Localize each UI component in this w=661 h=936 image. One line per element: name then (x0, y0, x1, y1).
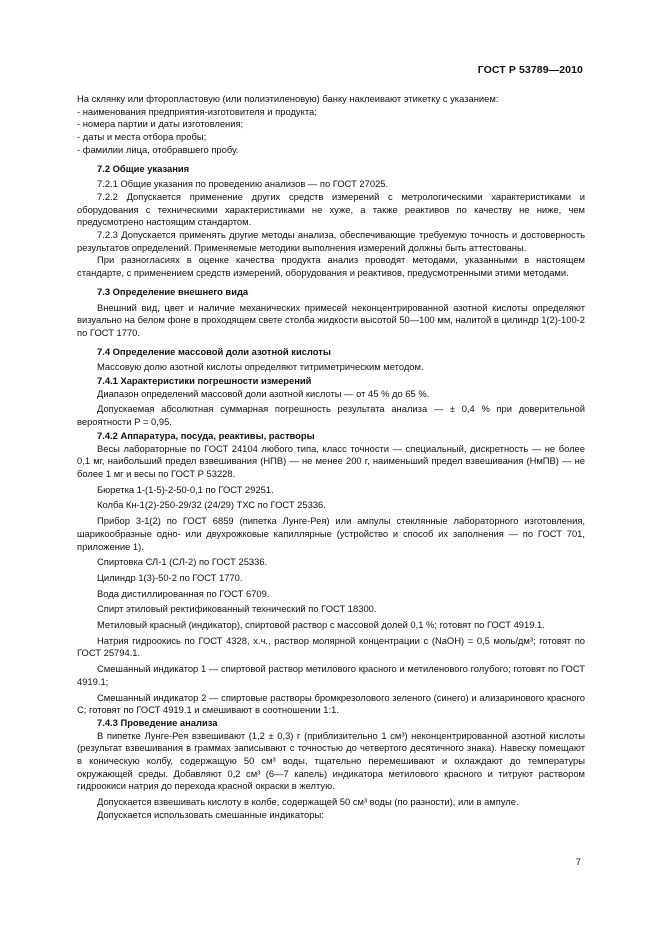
paragraph: 7.2.1 Общие указания по проведению анализов — по ГОСТ 27025. (97, 178, 389, 190)
paragraph: Вода дистиллированная по ГОСТ 6709. (97, 587, 270, 599)
section-heading: 7.4.3 Проведение анализа (97, 716, 218, 728)
section-heading: 7.4 Определение массовой доли азотной кислоты (97, 345, 331, 357)
section-heading: 7.4.2 Аппаратура, посуда, реактивы, растворы (97, 429, 315, 441)
paragraph: - номера партии и даты изготовления; (77, 118, 244, 130)
paragraph: При разногласиях в оценке качества продукта анализ проводят методами, указанными в настоящем стандарте, с применением средств измерений, оборудования и реактивов, предусмотренными этими методами. (77, 254, 585, 279)
section-heading: 7.3 Определение внешнего вида (97, 285, 249, 297)
paragraph: Бюретка 1-(1-5)-2-50-0,1 по ГОСТ 29251. (97, 483, 274, 495)
paragraph: В пипетке Лунге-Рея взвешивают (1,2 ± 0,3) г (приблизительно 1 см³) неконцентрированной азотной кислоты (результат взвешивания в граммах записывают с точностью до четвертого десятичного знака). Навеску помещают в коническую колбу, содержащую 50 см³ воды, тщательно перемешивают и охлаждают до температуры окружающей среды. Добавляют 0,2 см³ (6—7 капель) индикатора метилового красного и титруют раствором гидроокиси натрия до перехода красной окраски в желтую. (77, 729, 585, 792)
paragraph: Допускаемая абсолютная суммарная погрешность результата анализа — ± 0,4 % при доверительной вероятности Р = 0,95. (77, 403, 585, 428)
document-header: ГОСТ Р 53789—2010 (477, 64, 583, 76)
paragraph: Внешний вид, цвет и наличие механических примесей неконцентрированной азотной кислоты определяют визуально на белом фоне в проходящем свете столба жидкости высотой 50—100 мм, налитой в цилиндр 1(2)-100-2 по ГОСТ 1770. (77, 301, 585, 338)
paragraph: Смешанный индикатор 2 — спиртовые растворы бромкрезолового зеленого (синего) и ализаринового красного С; готовят по ГОСТ 4919.1 и смешивают в соотношении 1:1. (77, 691, 585, 716)
section-heading: 7.4.1 Характеристики погрешности измерений (97, 375, 312, 387)
page-number: 7 (575, 856, 581, 867)
paragraph: Спирт этиловый ректификованный технический по ГОСТ 18300. (97, 603, 377, 615)
paragraph: Спиртовка СЛ-1 (СЛ-2) по ГОСТ 25336. (97, 556, 268, 568)
paragraph: Натрия гидроокись по ГОСТ 4328, х.ч., раствор молярной концентрации с (NaOH) = 0,5 моль/дм³; готовят по ГОСТ 25794.1. (77, 634, 585, 659)
paragraph: Весы лабораторные по ГОСТ 24104 любого типа, класс точности — специальный, дискретность — не более 0,1 мг, наибольший предел взвешивания (НПВ) — не менее 200 г, наименьший предел взвешивания (НмПВ) — не более 1 мг и весы по ГОСТ Р 53228. (77, 442, 585, 479)
paragraph: Допускается использовать смешанные индикаторы: (97, 808, 324, 820)
paragraph: Допускается взвешивать кислоту в колбе, содержащей 50 см³ воды (по разности), или в ампуле. (97, 796, 519, 808)
paragraph: Смешанный индикатор 1 — спиртовой раствор метилового красного и метиленового голубого; готовят по ГОСТ 4919.1; (77, 663, 585, 687)
section-heading: 7.2 Общие указания (97, 162, 190, 174)
paragraph: 7.2.3 Допускается применять другие методы анализа, обеспечивающие требуемую точность и достоверность результатов определений. Применяемые методики выполнения измерений должны быть аттестованы. (77, 229, 585, 253)
paragraph: Цилиндр 1(3)-50-2 по ГОСТ 1770. (97, 571, 243, 583)
paragraph: - фамилии лица, отобравшего пробу. (77, 143, 239, 155)
paragraph: 7.2.2 Допускается применение других средств измерений с метрологическими характеристиками и оборудования с техническими характеристиками не хуже, а также реактивов по качеству не ниже, чем предусмотрено настоящим стандартом. (77, 190, 585, 228)
paragraph: - наименования предприятия-изготовителя и продукта; (77, 105, 317, 117)
paragraph: Массовую долю азотной кислоты определяют титриметрическим методом. (97, 361, 424, 373)
paragraph: Диапазон определений массовой доли азотной кислоты — от 45 % до 65 %. (97, 387, 430, 399)
paragraph: - даты и места отбора пробы; (77, 131, 207, 143)
paragraph: Колба Кн-1(2)-250-29/32 (24/29) ТХС по ГОСТ 25336. (97, 499, 326, 511)
paragraph: На склянку или фторопластовую (или полиэтиленовую) банку наклеивают этикетку с указанием: (77, 93, 499, 104)
paragraph: Прибор 3-1(2) по ГОСТ 6859 (пипетка Лунге-Рея) или ампулы стеклянные лабораторного изготовления, шарикообразные одно- или двухрожковые капиллярные (устройство и способ их заполнения — по ГОСТ 701, приложение 1). (77, 515, 585, 552)
paragraph: Метиловый красный (индикатор), спиртовой раствор с массовой долей 0,1 %; готовят по ГОСТ 4919.1. (97, 619, 545, 631)
document-body (77, 93, 585, 822)
